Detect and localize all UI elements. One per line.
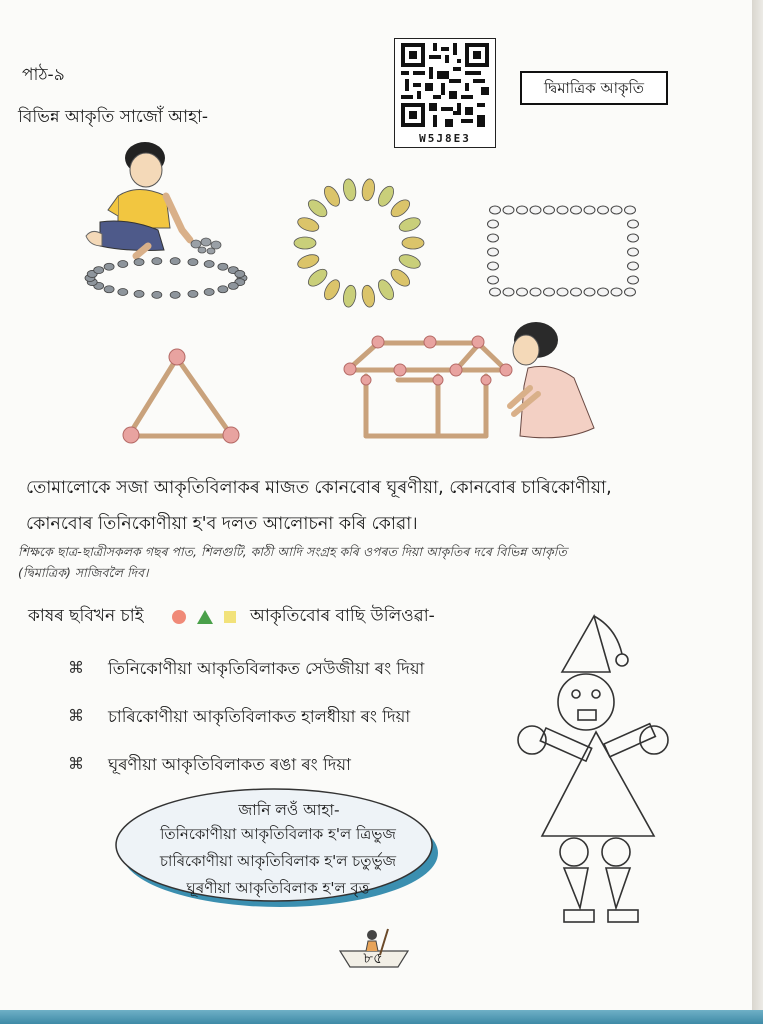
activity-item-text: চাৰিকোণীয়া আকৃতিবিলাকত হালধীয়া ৰং দিয়া	[108, 707, 411, 726]
color-swatches	[172, 606, 242, 625]
teacher-note-line-2: (দ্বিমাত্ৰিক) সাজিবলৈ দিব।	[18, 565, 149, 580]
activity-item-triangle	[68, 652, 508, 700]
lesson-title: বিভিন্ন আকৃতি সাজোঁ আহা-	[18, 107, 209, 127]
know-line-triangle: তিনিকোণীয়া আকৃতিবিলাক হ'ল ত্ৰিভুজ	[160, 825, 396, 843]
discussion-line-1: তোমালোকে সজা আকৃতিবিলাকৰ মাজত কোনবোৰ ঘূৰণীয়া, কোনবোৰ চাৰিকোণীয়া,	[26, 478, 612, 498]
activity-list	[68, 652, 508, 796]
shape-clown-figure-illustration	[512, 608, 682, 928]
qr-code-text: W5J8E3	[419, 132, 471, 145]
bullet-icon: ⌘	[68, 754, 84, 773]
know-line-circle: ঘূৰণীয়া আকৃতিবিলাক হ'ল বৃত্ত	[186, 879, 370, 897]
know-line-quadrilateral: চাৰিকোণীয়া আকৃতিবিলাক হ'ল চতুৰ্ভুজ	[159, 852, 397, 870]
page-number: ৮৫	[363, 949, 383, 967]
matchstick-house-and-girl-illustration	[338, 318, 608, 448]
bullet-icon: ⌘	[68, 658, 84, 677]
green-triangle-swatch-icon	[197, 610, 213, 624]
pebble-rectangle-illustration	[485, 198, 645, 303]
bullet-icon: ⌘	[68, 706, 84, 725]
know-title: জানি লওঁ আহা-	[238, 801, 340, 819]
matchstick-triangle-illustration	[115, 340, 250, 450]
page-edge	[752, 0, 763, 1024]
yellow-square-swatch-icon	[224, 611, 236, 623]
activity-intro-end: আকৃতিবোৰ বাছি উলিওৱা-	[250, 606, 435, 626]
qr-pattern-icon	[401, 43, 489, 127]
bottom-strip	[0, 1010, 763, 1024]
leaf-circle-illustration	[292, 178, 427, 308]
discussion-paragraph	[26, 470, 726, 542]
lesson-label: পাঠ-৯	[22, 65, 65, 85]
teacher-note	[18, 541, 718, 583]
activity-item-text: ঘূৰণীয়া আকৃতিবিলাকত ৰঙা ৰং দিয়া	[108, 755, 351, 774]
red-circle-swatch-icon	[172, 610, 186, 624]
boy-arranging-pebbles-illustration	[78, 138, 253, 308]
activity-intro: কাষৰ ছবিখন চাই	[28, 606, 144, 626]
qr-code[interactable]	[394, 38, 496, 148]
teacher-note-line-1: শিক্ষকে ছাত্ৰ-ছাত্ৰীসকলক গছৰ পাত, শিলগুটি, কাঠী আদি সংগ্ৰহ কৰি ওপৰত দিয়া আকৃতিৰ দৰে বিভিন্ন আকৃতি	[18, 544, 567, 559]
discussion-line-2: কোনবোৰ তিনিকোণীয়া হ'ব দলত আলোচনা কৰি কোৱা।	[26, 514, 418, 534]
activity-item-text: তিনিকোণীয়া আকৃতিবিলাকত সেউজীয়া ৰং দিয়া	[108, 659, 425, 678]
topic-badge: দ্বিমাত্ৰিক আকৃতি	[520, 71, 668, 105]
activity-item-quadrilateral	[68, 700, 508, 748]
